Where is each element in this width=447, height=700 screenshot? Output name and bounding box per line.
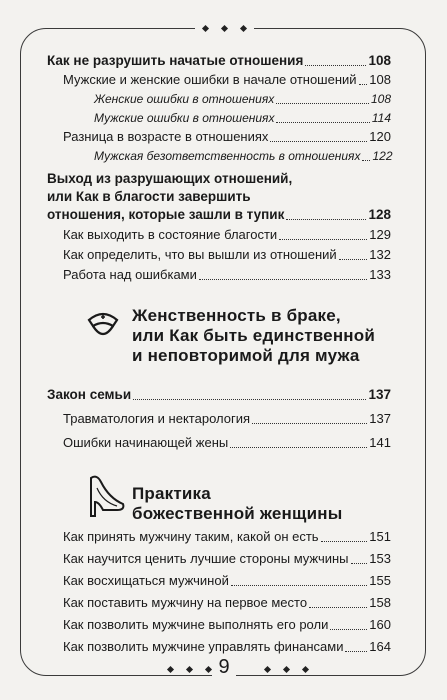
toc-entry-title: Как позволить мужчине выполнять его роли — [63, 617, 329, 632]
toc-group-exit-entries — [47, 206, 391, 284]
toc-entry-page: 108 — [368, 53, 391, 68]
toc-entry[interactable] — [47, 226, 391, 244]
toc-entry[interactable] — [47, 410, 391, 428]
toc-leader-dots — [362, 160, 370, 161]
toc-heading-line: или Как в благости завершить — [47, 189, 251, 204]
toc-entry[interactable] — [47, 206, 391, 224]
toc-entry-page: 114 — [371, 111, 391, 125]
toc-entry[interactable] — [47, 528, 391, 546]
toc-entry-title: отношения, которые зашли в тупик — [47, 207, 285, 222]
top-ornament — [195, 22, 254, 34]
toc-entry-page: 120 — [369, 129, 391, 144]
toc-entry-page: 137 — [369, 411, 391, 426]
toc-entry[interactable] — [47, 109, 391, 127]
section-title-femininity: Женственность в браке, или Как быть единственной и неповторимой для мужа — [132, 306, 376, 365]
toc-entry-title: Как научится ценить лучшие стороны мужчины — [63, 551, 349, 566]
toc-leader-dots — [339, 259, 368, 260]
ornament-dot — [283, 665, 290, 672]
toc-entry-title: Как выходить в состояние благости — [63, 227, 278, 242]
toc-entry-title: Ошибки начинающей жены — [63, 435, 229, 450]
toc-entry-page: 155 — [369, 573, 391, 588]
toc-entry-title: Как позволить мужчине управлять финансами — [63, 639, 344, 654]
toc-leader-dots — [351, 563, 368, 564]
toc-entry-title: Закон семьи — [47, 387, 132, 402]
toc-leader-dots — [199, 279, 367, 280]
toc-leader-dots — [133, 399, 366, 400]
toc-entry-title: Женские ошибки в отношениях — [94, 92, 275, 106]
toc-group-relationships — [47, 52, 391, 166]
toc-entry-title: Как восхищаться мужчиной — [63, 573, 229, 588]
toc-entry-page: 128 — [368, 207, 391, 222]
toc-entry[interactable] — [47, 90, 391, 108]
toc-entry-title: Мужские ошибки в отношениях — [94, 111, 275, 125]
toc-entry-page: 108 — [369, 72, 391, 87]
toc-entry-title: Мужские и женские ошибки в начале отношений — [63, 72, 357, 87]
toc-leader-dots — [359, 84, 368, 85]
toc-entry-title: Мужская безответственность в отношениях — [94, 149, 361, 163]
toc-entry-page: 132 — [369, 247, 391, 262]
toc-entry-title: Как принять мужчину таким, какой он есть — [63, 529, 319, 544]
ornament-dot — [167, 665, 174, 672]
toc-leader-dots — [305, 65, 366, 66]
ornament-dot — [202, 24, 209, 31]
toc-leader-dots — [309, 607, 367, 608]
toc-entry[interactable] — [47, 616, 391, 634]
toc-leader-dots — [279, 239, 367, 240]
ornament-dot — [302, 665, 309, 672]
toc-entry-page: 122 — [372, 149, 393, 163]
toc-entry-title: Травматология и нектарология — [63, 411, 251, 426]
toc-entry[interactable] — [47, 550, 391, 568]
toc-entry-title: Работа над ошибками — [63, 267, 197, 282]
toc-entry[interactable] — [47, 594, 391, 612]
toc-group-practice — [47, 528, 391, 660]
toc-entry-page: 133 — [369, 267, 391, 282]
ornament-dot — [264, 665, 271, 672]
toc-entry-title: Как не разрушить начатые отношения — [47, 53, 304, 68]
toc-entry-page: 158 — [369, 595, 391, 610]
toc-leader-dots — [252, 423, 367, 424]
high-heel-shoe-icon — [83, 472, 127, 522]
toc-entry[interactable] — [47, 434, 391, 452]
ornament-dot — [205, 665, 212, 672]
toc-leader-dots — [345, 651, 367, 652]
toc-group-family — [47, 386, 391, 458]
toc-entry-title: Как поставить мужчину на первое место — [63, 595, 308, 610]
toc-entry-title: Как определить, что вы вышли из отношений — [63, 247, 337, 262]
toc-entry[interactable] — [47, 572, 391, 590]
toc-leader-dots — [330, 629, 367, 630]
toc-entry-page: 151 — [369, 529, 391, 544]
page-number: 9 — [212, 656, 236, 678]
toc-entry-page: 141 — [369, 435, 391, 450]
toc-leader-dots — [231, 585, 367, 586]
toc-entry[interactable] — [47, 246, 391, 264]
toc-entry[interactable] — [47, 638, 391, 656]
section-title-practice: Практика божественной женщины — [132, 484, 343, 523]
toc-entry-page: 137 — [368, 387, 391, 402]
toc-entry[interactable] — [47, 71, 391, 89]
toc-entry[interactable] — [47, 128, 391, 146]
toc-entry-page: 129 — [369, 227, 391, 242]
toc-entry-title: Разница в возрасте в отношениях — [63, 129, 269, 144]
toc-entry-page: 153 — [369, 551, 391, 566]
toc-leader-dots — [276, 103, 369, 104]
nurse-cap-icon — [83, 306, 123, 346]
toc-heading-line: Выход из разрушающих отношений, — [47, 171, 293, 186]
toc-entry-page: 164 — [369, 639, 391, 654]
toc-entry[interactable] — [47, 386, 391, 404]
toc-leader-dots — [276, 122, 369, 123]
toc-entry[interactable] — [47, 147, 391, 165]
ornament-dot — [221, 24, 228, 31]
toc-leader-dots — [230, 447, 367, 448]
toc-leader-dots — [321, 541, 368, 542]
toc-group-exit — [47, 170, 391, 286]
bottom-ornament — [160, 663, 316, 675]
toc-leader-dots — [286, 219, 366, 220]
toc-entry-page: 160 — [369, 617, 391, 632]
toc-entry[interactable] — [47, 266, 391, 284]
toc-leader-dots — [270, 141, 367, 142]
toc-entry[interactable] — [47, 52, 391, 70]
ornament-dot — [240, 24, 247, 31]
ornament-dot — [186, 665, 193, 672]
toc-entry-page: 108 — [370, 92, 391, 106]
